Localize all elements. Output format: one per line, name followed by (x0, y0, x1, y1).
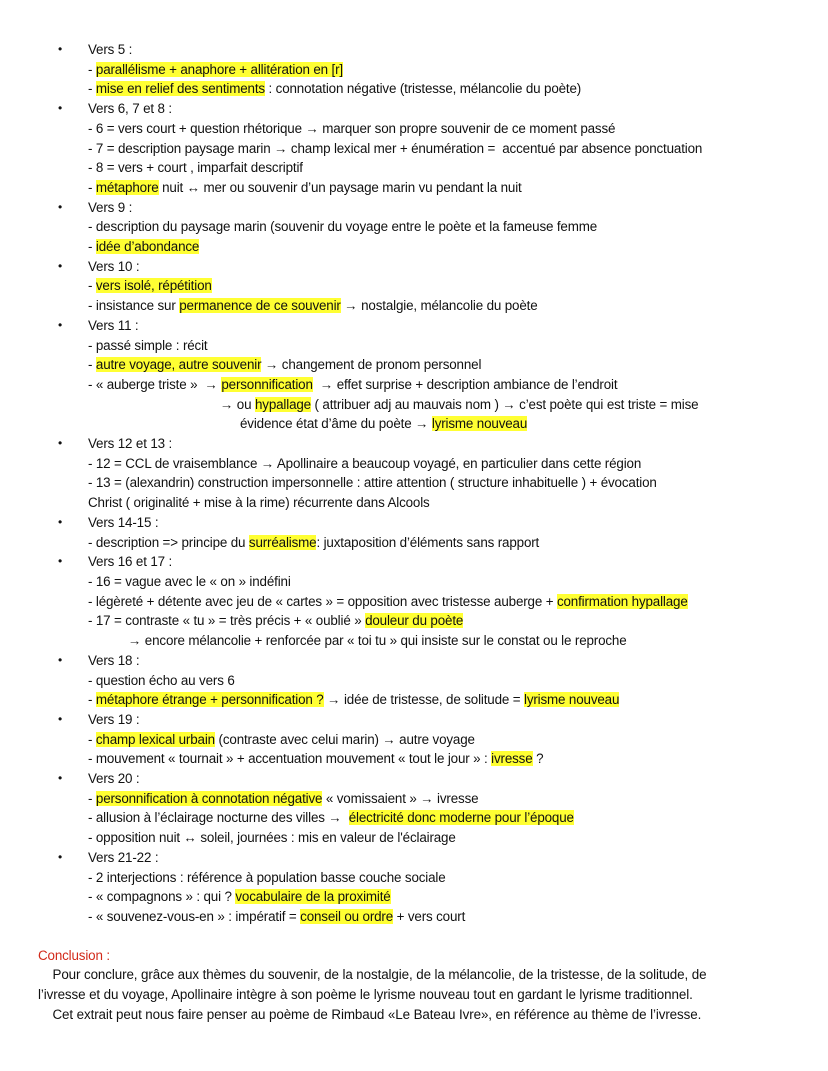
section-heading: Vers 10 : (88, 258, 140, 274)
text-segment: - 7 = description paysage marin → champ lexical mer + énumération = accentué par absence ponctuation (88, 140, 703, 156)
section-vers (0, 552, 828, 651)
section-vers (0, 848, 828, 927)
text-segment: → idée de tristesse, de solitude = (323, 692, 524, 708)
text-segment: - mouvement « tournait » + accentuation mouvement « tout le jour » : (88, 751, 492, 767)
section-line (88, 789, 828, 809)
highlighted-text: douleur du poète (365, 613, 464, 629)
bullet-icon: • (58, 554, 63, 569)
highlighted-text: vocabulaire de la proximité (235, 889, 391, 905)
section-line (88, 907, 828, 927)
text-segment: - (88, 61, 96, 77)
section-heading: Vers 6, 7 et 8 : (88, 101, 172, 117)
text-segment: - question écho au vers 6 (88, 672, 235, 688)
section-heading: Vers 11 : (88, 317, 139, 333)
text-segment: - (88, 790, 96, 806)
highlighted-text: lyrisme nouveau (431, 416, 528, 432)
section-heading: Vers 12 et 13 : (88, 436, 173, 452)
analysis-sections (0, 40, 828, 927)
text-segment: - (88, 731, 96, 747)
text-segment: - (88, 239, 96, 255)
highlighted-text: permanence de ce souvenir (179, 298, 341, 314)
section-heading: Vers 9 : (88, 199, 133, 215)
section-line (88, 276, 828, 296)
section-line (88, 473, 828, 493)
bullet-icon: • (58, 652, 63, 667)
highlighted-text: surréalisme (248, 534, 317, 550)
highlighted-text: champ lexical urbain (95, 731, 215, 747)
conclusion-line: Pour conclure, grâce aux thèmes du souvenir, de la nostalgie, de la mélancolie, de la tristesse, de la solitude, de (38, 967, 707, 983)
text-segment: + vers court (393, 908, 466, 924)
conclusion-line: Cet extrait peut nous faire penser au poème de Rimbaud «Le Bateau Ivre», en référence au thème de l’ivresse. (38, 1006, 702, 1022)
spacer (0, 927, 828, 936)
document (0, 40, 828, 1024)
section-heading: Vers 21-22 : (88, 849, 159, 865)
bullet-icon: • (58, 771, 63, 786)
text-segment: - légèreté + détente avec jeu de « cartes » = opposition avec tristesse auberge + (88, 593, 557, 609)
highlighted-text: ivresse (491, 751, 533, 767)
highlighted-text: mise en relief des sentiments (95, 81, 265, 97)
bullet-icon: • (58, 849, 63, 864)
text-segment: → nostalgie, mélancolie du poète (340, 298, 538, 314)
text-segment: - passé simple : récit (88, 337, 208, 353)
text-segment: - allusion à l’éclairage nocturne des villes → (88, 810, 349, 826)
text-segment: (contraste avec celui marin) → autre voyage (214, 731, 475, 747)
conclusion-title: Conclusion : (38, 947, 110, 963)
bullet-icon: • (58, 514, 63, 529)
section-line (88, 79, 828, 99)
text-segment: évidence état d’âme du poète → (240, 416, 432, 432)
section-line (88, 355, 828, 375)
section-line (88, 887, 828, 907)
section-vers (0, 40, 828, 99)
text-segment: - 17 = contraste « tu » = très précis + « oublié » (88, 613, 366, 629)
section-line (88, 690, 828, 710)
section-line (88, 808, 828, 828)
text-segment: - description du paysage marin (souvenir du voyage entre le poète et la fameuse femme (88, 219, 598, 235)
section-vers (0, 316, 828, 434)
section-heading: Vers 5 : (88, 42, 133, 57)
section-vers (0, 257, 828, 316)
section-line (88, 60, 828, 80)
section-vers (0, 513, 828, 552)
text-segment: : connotation négative (tristesse, mélancolie du poète) (264, 81, 582, 97)
section-heading: Vers 16 et 17 : (88, 554, 173, 570)
bullet-icon: • (58, 711, 63, 726)
bullet-icon: • (58, 436, 63, 451)
text-segment: - opposition nuit ↔ soleil, journées : mis en valeur de l'éclairage (88, 830, 456, 846)
highlighted-text: métaphore (95, 179, 159, 195)
section-line (88, 592, 828, 612)
section-line (88, 336, 828, 356)
section-line (88, 671, 828, 691)
section-line (88, 572, 828, 592)
bullet-icon: • (58, 101, 63, 116)
text-segment: → changement de pronom personnel (261, 357, 482, 373)
text-segment: - 12 = CCL de vraisemblance → Apollinaire a beaucoup voyagé, en particulier dans cette région (88, 455, 642, 471)
section-heading: Vers 14-15 : (88, 514, 159, 530)
section-line (88, 868, 828, 888)
text-segment: - (88, 692, 96, 708)
section-vers (0, 434, 828, 513)
highlighted-text: idée d’abondance (95, 239, 200, 255)
highlighted-text: conseil ou ordre (300, 908, 394, 924)
section-vers (0, 198, 828, 257)
text-segment: → ou (220, 396, 255, 412)
section-line (88, 296, 828, 316)
text-segment: « vomissaient » → ivresse (322, 790, 479, 806)
text-segment: - « auberge triste » → (88, 376, 222, 392)
highlighted-text: autre voyage, autre souvenir (95, 357, 262, 373)
text-segment: Christ ( originalité + mise à la rime) récurrente dans Alcools (88, 495, 430, 511)
text-segment: - (88, 81, 96, 97)
section-heading: Vers 20 : (88, 771, 140, 787)
highlighted-text: lyrisme nouveau (524, 692, 620, 708)
text-segment: - 8 = vers + court , imparfait descriptif (88, 160, 303, 176)
section-line (88, 119, 828, 139)
section-line (88, 217, 828, 237)
section-heading: Vers 18 : (88, 652, 140, 668)
text-segment: - (88, 278, 96, 294)
text-segment: - 6 = vers court + question rhétorique → marquer son propre souvenir de ce moment passé (88, 120, 616, 136)
text-segment: - « souvenez-vous-en » : impératif = (88, 908, 301, 924)
text-segment: - insistance sur (88, 298, 180, 314)
bullet-icon: • (58, 42, 63, 56)
highlighted-text: électricité donc moderne pour l’époque (348, 810, 574, 826)
conclusion-body (0, 965, 808, 1024)
text-segment: nuit ↔ mer ou souvenir d’un paysage marin vu pendant la nuit (158, 179, 522, 195)
text-segment: - description => principe du (88, 534, 249, 550)
section-line (88, 749, 828, 769)
section-vers (0, 769, 828, 848)
text-segment: - 2 interjections : référence à population basse couche sociale (88, 869, 446, 885)
highlighted-text: hypallage (254, 396, 311, 412)
section-line (88, 375, 828, 395)
section-line (88, 533, 828, 553)
section-line (88, 139, 828, 159)
text-segment: ( attribuer adj au mauvais nom ) → c’est poète qui est triste = mise (310, 396, 699, 412)
bullet-icon: • (58, 199, 63, 214)
section-vers (0, 651, 828, 710)
section-line (88, 730, 828, 750)
conclusion-line: l’ivresse et du voyage, Apollinaire intègre à son poème le lyrisme nouveau tout en gardant le lyrisme traditionnel. (38, 987, 693, 1003)
section-line (88, 611, 828, 631)
text-segment: - 13 = (alexandrin) construction impersonnelle : attire attention ( structure inhabituelle ) + évocation (88, 475, 657, 491)
section-line (88, 828, 828, 848)
bullet-icon: • (58, 258, 63, 273)
section-vers (0, 99, 828, 198)
highlighted-text: confirmation hypallage (556, 593, 688, 609)
highlighted-text: personnification (221, 376, 313, 392)
text-segment: - (88, 357, 96, 373)
text-segment: → effet surprise + description ambiance de l’endroit (312, 376, 618, 392)
section-line (88, 414, 828, 434)
highlighted-text: parallélisme + anaphore + allitération en [r] (95, 61, 343, 77)
text-segment: - « compagnons » : qui ? (88, 889, 236, 905)
highlighted-text: vers isolé, répétition (95, 278, 212, 294)
section-line (88, 178, 828, 198)
text-segment: → encore mélancolie + renforcée par « toi tu » qui insiste sur le constat ou le reproche (128, 633, 627, 649)
section-vers (0, 710, 828, 769)
section-line (88, 395, 828, 415)
section-line (88, 493, 828, 513)
section-line (88, 631, 828, 651)
highlighted-text: métaphore étrange + personnification ? (95, 692, 324, 708)
section-line (88, 454, 828, 474)
section-heading: Vers 19 : (88, 711, 140, 727)
highlighted-text: personnification à connotation négative (95, 790, 323, 806)
text-segment: - 16 = vague avec le « on » indéfini (88, 573, 291, 589)
section-line (88, 158, 828, 178)
text-segment: ? (532, 751, 544, 767)
section-line (88, 237, 828, 257)
text-segment: - (88, 179, 96, 195)
text-segment: : juxtaposition d’éléments sans rapport (316, 534, 540, 550)
bullet-icon: • (58, 317, 63, 332)
